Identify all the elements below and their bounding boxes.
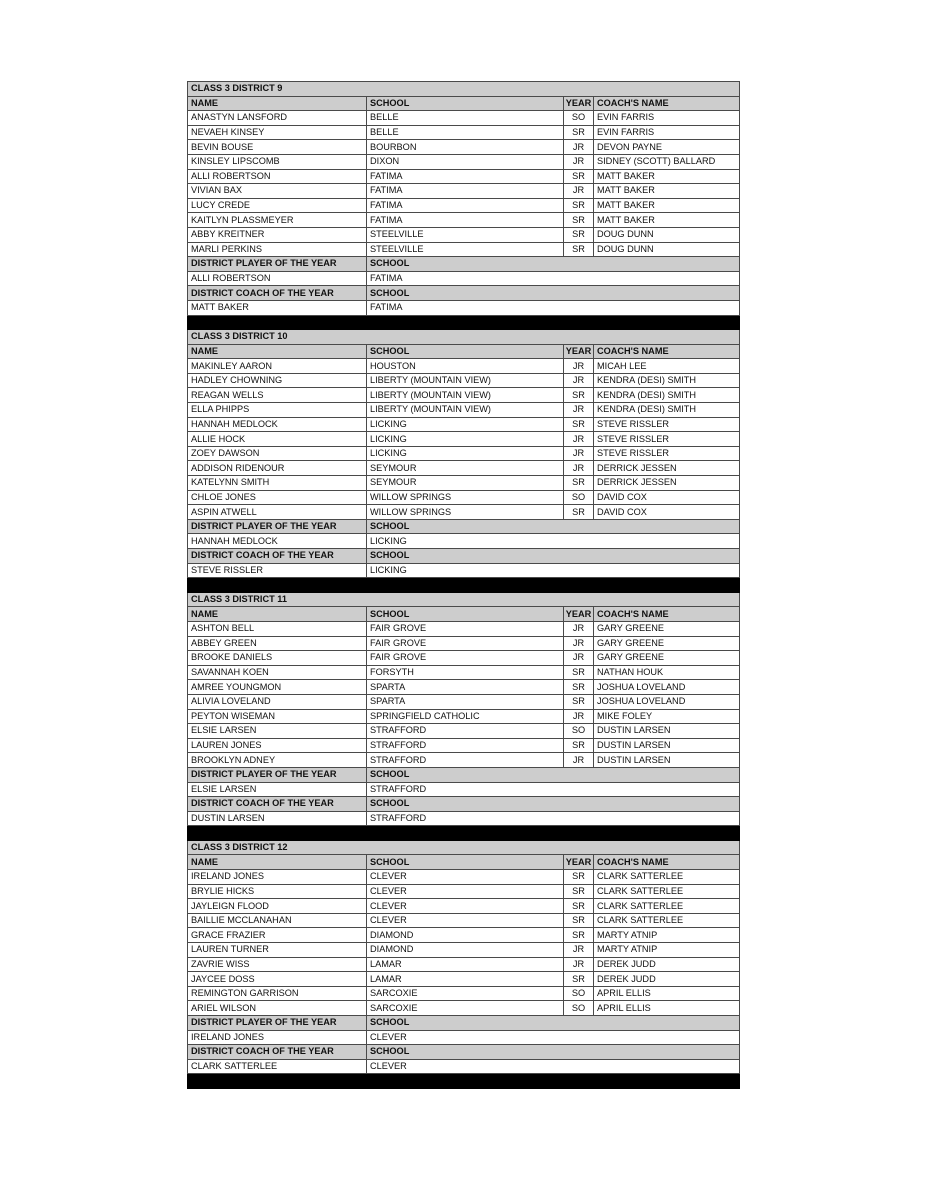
player-name: VIVIAN BAX [188,184,367,199]
player-year: JR [564,651,594,666]
player-row [188,125,740,140]
player-name: KAITLYN PLASSMEYER [188,213,367,228]
player-year: SO [564,490,594,505]
player-row [188,403,740,418]
player-name: ELLA PHIPPS [188,403,367,418]
player-coach: SIDNEY (SCOTT) BALLARD [594,154,740,169]
player-coach: MATT BAKER [594,169,740,184]
player-row [188,169,740,184]
player-of-year-label: DISTRICT PLAYER OF THE YEAR [188,767,367,782]
header-name: NAME [188,607,367,622]
player-row [188,505,740,520]
player-year: SR [564,928,594,943]
separator-bar [188,1074,740,1089]
player-row [188,972,740,987]
player-row [188,665,740,680]
player-coach: GARY GREENE [594,651,740,666]
player-of-year-label: DISTRICT PLAYER OF THE YEAR [188,257,367,272]
column-header-row [188,96,740,111]
player-year: JR [564,461,594,476]
header-school: SCHOOL [367,607,564,622]
player-year: SR [564,884,594,899]
player-year: SR [564,665,594,680]
player-coach: EVIN FARRIS [594,111,740,126]
player-year: JR [564,140,594,155]
player-coach: STEVE RISSLER [594,446,740,461]
player-school: LIBERTY (MOUNTAIN VIEW) [367,403,564,418]
player-coach: KENDRA (DESI) SMITH [594,388,740,403]
coach-of-year-school-label: SCHOOL [367,549,740,564]
player-name: BAILLIE MCCLANAHAN [188,913,367,928]
player-name: HADLEY CHOWNING [188,373,367,388]
player-school: LICKING [367,446,564,461]
player-row [188,753,740,768]
player-school: WILLOW SPRINGS [367,505,564,520]
player-school: SARCOXIE [367,986,564,1001]
section-separator [188,578,740,593]
player-of-year-header-row [188,767,740,782]
player-school: BELLE [367,111,564,126]
coach-of-year-school-label: SCHOOL [367,1045,740,1060]
player-school: FAIR GROVE [367,621,564,636]
section-separator [188,826,740,841]
player-name: AMREE YOUNGMON [188,680,367,695]
column-header-row [188,344,740,359]
player-school: DIAMOND [367,928,564,943]
player-row [188,899,740,914]
player-year: SR [564,899,594,914]
player-coach: EVIN FARRIS [594,125,740,140]
player-school: LAMAR [367,957,564,972]
player-of-year-name: IRELAND JONES [188,1030,367,1045]
player-school: FATIMA [367,198,564,213]
player-of-year-school: STRAFFORD [367,782,740,797]
player-row [188,184,740,199]
header-coach: COACH'S NAME [594,96,740,111]
player-coach: DEREK JUDD [594,972,740,987]
player-of-year-label: DISTRICT PLAYER OF THE YEAR [188,519,367,534]
separator-bar [188,315,740,330]
player-school: BELLE [367,125,564,140]
player-coach: MARTY ATNIP [594,943,740,958]
player-row [188,388,740,403]
player-school: FAIR GROVE [367,651,564,666]
player-school: FATIMA [367,169,564,184]
player-name: PEYTON WISEMAN [188,709,367,724]
player-name: MARLI PERKINS [188,242,367,257]
player-coach: CLARK SATTERLEE [594,913,740,928]
player-year: JR [564,957,594,972]
header-year: YEAR [564,607,594,622]
player-coach: MICAH LEE [594,359,740,374]
header-coach: COACH'S NAME [594,344,740,359]
player-year: JR [564,943,594,958]
player-coach: CLARK SATTERLEE [594,899,740,914]
player-name: ALLI ROBERTSON [188,169,367,184]
header-name: NAME [188,855,367,870]
coach-of-year-school: CLEVER [367,1059,740,1074]
player-coach: CLARK SATTERLEE [594,870,740,885]
player-name: ZAVRIE WISS [188,957,367,972]
player-coach: KENDRA (DESI) SMITH [594,373,740,388]
player-school: DIAMOND [367,943,564,958]
section-separator [188,1074,740,1089]
player-school: SPARTA [367,680,564,695]
player-of-year-row [188,534,740,549]
coach-of-year-row [188,1059,740,1074]
player-name: BROOKLYN ADNEY [188,753,367,768]
header-school: SCHOOL [367,344,564,359]
coach-of-year-label: DISTRICT COACH OF THE YEAR [188,797,367,812]
player-school: DIXON [367,154,564,169]
player-coach: DERRICK JESSEN [594,461,740,476]
player-row [188,884,740,899]
separator-bar [188,826,740,841]
player-name: ABBY KREITNER [188,227,367,242]
header-coach: COACH'S NAME [594,607,740,622]
player-coach: STEVE RISSLER [594,432,740,447]
header-year: YEAR [564,96,594,111]
player-year: SO [564,1001,594,1016]
player-name: CHLOE JONES [188,490,367,505]
player-coach: DUSTIN LARSEN [594,724,740,739]
player-school: HOUSTON [367,359,564,374]
player-name: ABBEY GREEN [188,636,367,651]
district-title: CLASS 3 DISTRICT 9 [188,82,740,97]
player-year: SR [564,417,594,432]
coach-of-year-row [188,563,740,578]
player-school: BOURBON [367,140,564,155]
player-school: SEYMOUR [367,461,564,476]
player-name: ELSIE LARSEN [188,724,367,739]
player-school: SEYMOUR [367,476,564,491]
player-of-year-row [188,782,740,797]
coach-of-year-header-row [188,797,740,812]
player-row [188,154,740,169]
player-school: LICKING [367,432,564,447]
player-of-year-school-label: SCHOOL [367,519,740,534]
coach-of-year-header-row [188,1045,740,1060]
district-title: CLASS 3 DISTRICT 12 [188,840,740,855]
district-title: CLASS 3 DISTRICT 11 [188,592,740,607]
header-coach: COACH'S NAME [594,855,740,870]
player-name: KINSLEY LIPSCOMB [188,154,367,169]
coach-of-year-name: MATT BAKER [188,300,367,315]
district-title: CLASS 3 DISTRICT 10 [188,330,740,345]
player-coach: DOUG DUNN [594,242,740,257]
player-coach: NATHAN HOUK [594,665,740,680]
player-coach: CLARK SATTERLEE [594,884,740,899]
player-name: ARIEL WILSON [188,1001,367,1016]
district-title-row [188,330,740,345]
player-row [188,461,740,476]
player-of-year-header-row [188,519,740,534]
player-school: LIBERTY (MOUNTAIN VIEW) [367,388,564,403]
player-of-year-name: ALLI ROBERTSON [188,271,367,286]
player-coach: MATT BAKER [594,213,740,228]
player-row [188,870,740,885]
player-school: STRAFFORD [367,724,564,739]
player-coach: DERRICK JESSEN [594,476,740,491]
player-year: JR [564,373,594,388]
player-row [188,227,740,242]
player-school: FAIR GROVE [367,636,564,651]
player-coach: DUSTIN LARSEN [594,753,740,768]
player-row [188,986,740,1001]
player-year: SR [564,972,594,987]
coach-of-year-row [188,300,740,315]
player-name: JAYCEE DOSS [188,972,367,987]
player-name: REMINGTON GARRISON [188,986,367,1001]
player-coach: DAVID COX [594,505,740,520]
player-school: LAMAR [367,972,564,987]
coach-of-year-header-row [188,549,740,564]
player-row [188,724,740,739]
player-year: JR [564,753,594,768]
player-name: BRYLIE HICKS [188,884,367,899]
player-row [188,490,740,505]
player-year: SR [564,738,594,753]
player-name: BEVIN BOUSE [188,140,367,155]
player-year: SR [564,680,594,695]
player-row [188,476,740,491]
player-year: SO [564,724,594,739]
player-name: REAGAN WELLS [188,388,367,403]
player-year: JR [564,621,594,636]
player-name: BROOKE DANIELS [188,651,367,666]
player-name: ASPIN ATWELL [188,505,367,520]
player-year: SO [564,986,594,1001]
player-year: SR [564,913,594,928]
player-coach: GARY GREENE [594,621,740,636]
header-school: SCHOOL [367,96,564,111]
player-of-year-school-label: SCHOOL [367,257,740,272]
column-header-row [188,607,740,622]
player-school: FORSYTH [367,665,564,680]
player-year: SR [564,388,594,403]
player-coach: APRIL ELLIS [594,1001,740,1016]
player-year: JR [564,184,594,199]
player-row [188,913,740,928]
coach-of-year-header-row [188,286,740,301]
player-of-year-school-label: SCHOOL [367,767,740,782]
player-school: CLEVER [367,870,564,885]
player-of-year-name: ELSIE LARSEN [188,782,367,797]
player-year: SR [564,694,594,709]
player-of-year-label: DISTRICT PLAYER OF THE YEAR [188,1016,367,1031]
player-name: KATELYNN SMITH [188,476,367,491]
all-district-document [187,81,739,1089]
player-school: FATIMA [367,184,564,199]
player-year: SR [564,476,594,491]
header-name: NAME [188,344,367,359]
player-of-year-school: CLEVER [367,1030,740,1045]
player-row [188,621,740,636]
district-title-row [188,82,740,97]
player-row [188,111,740,126]
player-coach: JOSHUA LOVELAND [594,680,740,695]
player-name: LAUREN TURNER [188,943,367,958]
player-coach: MATT BAKER [594,184,740,199]
player-row [188,213,740,228]
player-row [188,242,740,257]
player-year: JR [564,446,594,461]
player-year: JR [564,154,594,169]
player-name: ASHTON BELL [188,621,367,636]
coach-of-year-school: LICKING [367,563,740,578]
player-year: JR [564,403,594,418]
player-name: LUCY CREDE [188,198,367,213]
player-name: ALIVIA LOVELAND [188,694,367,709]
all-district-table [187,81,740,1089]
player-coach: JOSHUA LOVELAND [594,694,740,709]
player-row [188,373,740,388]
coach-of-year-school: FATIMA [367,300,740,315]
player-row [188,359,740,374]
player-row [188,140,740,155]
player-of-year-row [188,1030,740,1045]
coach-of-year-label: DISTRICT COACH OF THE YEAR [188,286,367,301]
player-name: SAVANNAH KOEN [188,665,367,680]
player-row [188,709,740,724]
player-name: ADDISON RIDENOUR [188,461,367,476]
player-year: SR [564,169,594,184]
player-coach: DEREK JUDD [594,957,740,972]
player-row [188,943,740,958]
player-coach: GARY GREENE [594,636,740,651]
player-row [188,738,740,753]
player-year: JR [564,636,594,651]
player-school: STRAFFORD [367,738,564,753]
player-name: LAUREN JONES [188,738,367,753]
player-school: LICKING [367,417,564,432]
player-of-year-header-row [188,257,740,272]
district-title-row [188,592,740,607]
section-separator [188,315,740,330]
player-year: JR [564,359,594,374]
player-name: NEVAEH KINSEY [188,125,367,140]
player-row [188,636,740,651]
player-year: SR [564,505,594,520]
header-year: YEAR [564,344,594,359]
player-school: STRAFFORD [367,753,564,768]
player-year: SR [564,213,594,228]
player-coach: MIKE FOLEY [594,709,740,724]
separator-bar [188,578,740,593]
player-of-year-name: HANNAH MEDLOCK [188,534,367,549]
player-row [188,957,740,972]
player-of-year-school: LICKING [367,534,740,549]
player-school: STEELVILLE [367,242,564,257]
player-school: SARCOXIE [367,1001,564,1016]
player-year: SR [564,242,594,257]
player-year: SR [564,227,594,242]
coach-of-year-school-label: SCHOOL [367,286,740,301]
player-coach: DUSTIN LARSEN [594,738,740,753]
coach-of-year-school-label: SCHOOL [367,797,740,812]
player-school: STEELVILLE [367,227,564,242]
player-name: GRACE FRAZIER [188,928,367,943]
player-row [188,651,740,666]
player-coach: KENDRA (DESI) SMITH [594,403,740,418]
player-coach: MARTY ATNIP [594,928,740,943]
player-name: ZOEY DAWSON [188,446,367,461]
player-name: HANNAH MEDLOCK [188,417,367,432]
player-name: JAYLEIGN FLOOD [188,899,367,914]
player-coach: MATT BAKER [594,198,740,213]
player-coach: DOUG DUNN [594,227,740,242]
player-row [188,432,740,447]
player-school: CLEVER [367,884,564,899]
player-school: LIBERTY (MOUNTAIN VIEW) [367,373,564,388]
player-school: SPRINGFIELD CATHOLIC [367,709,564,724]
player-year: JR [564,432,594,447]
coach-of-year-name: STEVE RISSLER [188,563,367,578]
coach-of-year-row [188,811,740,826]
player-row [188,928,740,943]
player-school: FATIMA [367,213,564,228]
player-name: MAKINLEY AARON [188,359,367,374]
player-row [188,417,740,432]
header-year: YEAR [564,855,594,870]
player-row [188,198,740,213]
player-coach: DEVON PAYNE [594,140,740,155]
coach-of-year-label: DISTRICT COACH OF THE YEAR [188,1045,367,1060]
player-coach: APRIL ELLIS [594,986,740,1001]
player-row [188,694,740,709]
district-title-row [188,840,740,855]
player-year: SR [564,125,594,140]
coach-of-year-name: CLARK SATTERLEE [188,1059,367,1074]
player-year: SR [564,198,594,213]
player-school: CLEVER [367,899,564,914]
column-header-row [188,855,740,870]
player-school: WILLOW SPRINGS [367,490,564,505]
player-of-year-header-row [188,1016,740,1031]
player-row [188,446,740,461]
player-year: SR [564,870,594,885]
player-year: JR [564,709,594,724]
player-year: SO [564,111,594,126]
player-coach: STEVE RISSLER [594,417,740,432]
player-row [188,1001,740,1016]
player-name: IRELAND JONES [188,870,367,885]
header-school: SCHOOL [367,855,564,870]
header-name: NAME [188,96,367,111]
player-school: CLEVER [367,913,564,928]
coach-of-year-name: DUSTIN LARSEN [188,811,367,826]
player-name: ANASTYN LANSFORD [188,111,367,126]
player-of-year-school-label: SCHOOL [367,1016,740,1031]
player-of-year-school: FATIMA [367,271,740,286]
player-of-year-row [188,271,740,286]
player-name: ALLIE HOCK [188,432,367,447]
player-school: SPARTA [367,694,564,709]
player-row [188,680,740,695]
coach-of-year-label: DISTRICT COACH OF THE YEAR [188,549,367,564]
coach-of-year-school: STRAFFORD [367,811,740,826]
player-coach: DAVID COX [594,490,740,505]
